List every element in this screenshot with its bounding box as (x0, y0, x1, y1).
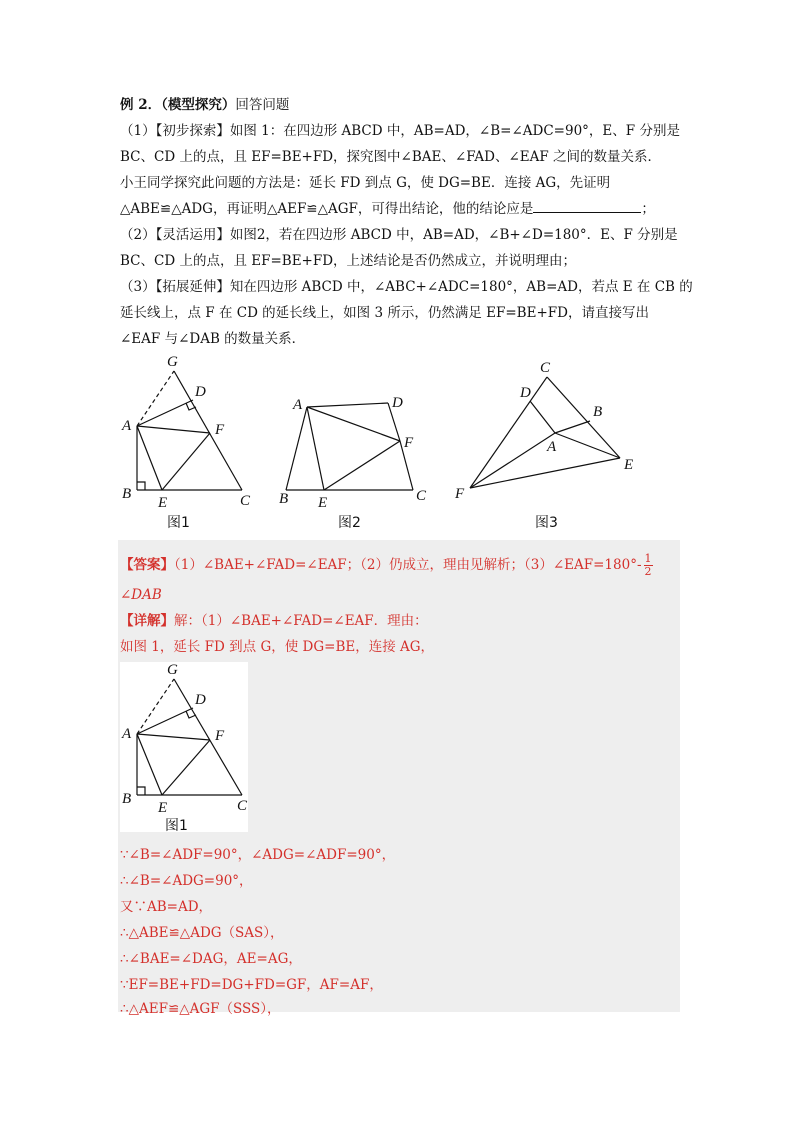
part1-line4-end: ； (641, 201, 655, 217)
fraction-numerator: 1 (644, 552, 652, 565)
fig3-segment-ab (555, 421, 590, 433)
sfig-label-c: C (237, 798, 248, 814)
fig2-segment-ae (307, 407, 324, 490)
part3-line2: 延长线上，点 F 在 CD 的延长线上，如图 3 所示，仍然满足 EF=BE+FD，请直接写出 (120, 305, 649, 321)
detail-step-2: ∴∠B=∠ADG=90°， (120, 873, 253, 889)
sfig-right-angle-b (137, 787, 145, 795)
answer-fraction (644, 553, 653, 578)
fig2-label-f: F (404, 435, 414, 451)
fraction-denominator: 2 (644, 565, 652, 578)
answer-text: （1）∠BAE+∠FAD=∠EAF；（2）仍成立，理由见解析；（3）∠EAF=180°- (174, 557, 642, 573)
part1-line2: BC、CD 上的点，且 EF=BE+FD，探究图中∠BAE、∠FAD、∠EAF 之间的数量关系． (120, 149, 662, 165)
fig1-label-d: D (195, 384, 206, 400)
detail-line2: 如图 1，延长 FD 到点 G，使 DG=BE，连接 AG， (120, 639, 435, 655)
sfig-label-g: G (167, 662, 178, 678)
part1-line3: 小王同学探究此问题的方法是：延长 FD 到点 G，使 DG=BE．连接 AG，先证明 (120, 175, 611, 191)
figure-1 (115, 350, 265, 535)
part1-line1: （1）【初步探索】如图 1：在四边形 ABCD 中，AB=AD，∠B=∠ADC=90°，E、F 分别是 (120, 123, 680, 139)
part1-line4 (120, 200, 655, 218)
fig1-label-e: E (158, 495, 168, 511)
fig3-label-c: C (540, 360, 551, 376)
fig1-segment-af (137, 426, 210, 433)
solution-figure-1 (115, 658, 265, 836)
detail-line1 (120, 612, 428, 630)
sfig-label-a: A (122, 726, 132, 742)
fig2-label-a: A (293, 397, 303, 413)
fig3-label-e: E (624, 457, 634, 473)
fig2-segment-ba (286, 407, 307, 490)
answer-label: 【答案】 (120, 557, 174, 573)
detail-step-3: 又∵AB=AD， (120, 899, 213, 915)
answer-blank (533, 200, 641, 213)
fig2-label-b: B (279, 491, 289, 507)
sfig-segment-cg (174, 679, 242, 795)
fig3-label-d: D (520, 385, 531, 401)
fig3-label-a: A (547, 439, 557, 455)
sfig-caption: 图1 (165, 818, 188, 834)
problem-title: 例 2．（模型探究） (120, 97, 236, 113)
sfig-label-e: E (158, 800, 168, 816)
fig1-label-f: F (215, 422, 225, 438)
part1-line4-text: △ABE≌△ADG，再证明△AEF≌△AGF，可得出结论，他的结论应是 (120, 201, 534, 217)
fig2-caption: 图2 (338, 515, 361, 531)
detail-step-1: ∵∠B=∠ADF=90°，∠ADG=∠ADF=90°， (120, 847, 396, 863)
sfig-segment-af (137, 734, 210, 740)
fig1-segment-ef (162, 433, 210, 490)
fig1-label-a: A (122, 418, 132, 434)
answer-line (120, 553, 653, 578)
fig2-label-d: D (392, 395, 403, 411)
fig3-caption: 图3 (535, 515, 558, 531)
fig3-label-f: F (455, 486, 465, 502)
answer-line2: ∠DAB (120, 587, 162, 603)
fig1-label-b: B (122, 486, 132, 502)
fig1-segment-ae (137, 426, 162, 490)
problem-title-rest: 回答问题 (235, 97, 290, 113)
fig3-segment-da (530, 401, 555, 433)
part2-line2: BC、CD 上的点，且 EF=BE+FD，上述结论是否仍然成立，并说明理由； (120, 253, 577, 269)
fig1-right-angle-b (137, 482, 145, 490)
fig2-label-e: E (318, 495, 328, 511)
fig3-label-b: B (593, 404, 603, 420)
detail-step-5: ∴∠BAE=∠DAG，AE=AG， (120, 951, 302, 967)
fig3-segment-ce (547, 377, 620, 458)
figure-2 (280, 385, 440, 535)
fig3-segment-cf (470, 377, 547, 488)
part3-line3: ∠EAF 与∠DAB 的数量关系． (120, 331, 306, 347)
sfig-segment-ef (162, 740, 210, 795)
detail-step-4: ∴△ABE≌△ADG（SAS）， (120, 925, 284, 941)
part3-line1: （3）【拓展延伸】知在四边形 ABCD 中，∠ABC+∠ADC=180°，AB=AD，若点 E 在 CB 的 (120, 279, 693, 295)
fig2-segment-af (307, 407, 400, 441)
fig1-label-g: G (167, 354, 178, 370)
sfig-label-d: D (195, 692, 206, 708)
figure-3 (450, 355, 650, 535)
detail-label: 【详解】 (120, 613, 174, 629)
fig2-segment-ad (307, 403, 388, 407)
detail-intro: 解：（1）∠BAE+∠FAD=∠EAF．理由： (174, 613, 428, 629)
detail-step-6: ∵EF=BE+FD=DG+FD=GF，AF=AF， (120, 977, 383, 993)
problem-title-line (120, 96, 289, 114)
sfig-segment-ae (137, 734, 162, 795)
fig2-label-c: C (416, 488, 427, 504)
sfig-label-f: F (215, 728, 225, 744)
fig1-label-c: C (240, 493, 251, 509)
fig3-segment-ae (555, 433, 620, 458)
part2-line1: （2）【灵活运用】如图2，若在四边形 ABCD 中，AB=AD，∠B+∠D=180°．E、F 分别是 (120, 227, 678, 243)
sfig-label-b: B (122, 791, 132, 807)
detail-step-7: ∴△AEF≌△AGF（SSS）， (120, 1001, 281, 1017)
fig1-caption: 图1 (167, 515, 190, 531)
fig2-segment-ef (324, 441, 400, 490)
